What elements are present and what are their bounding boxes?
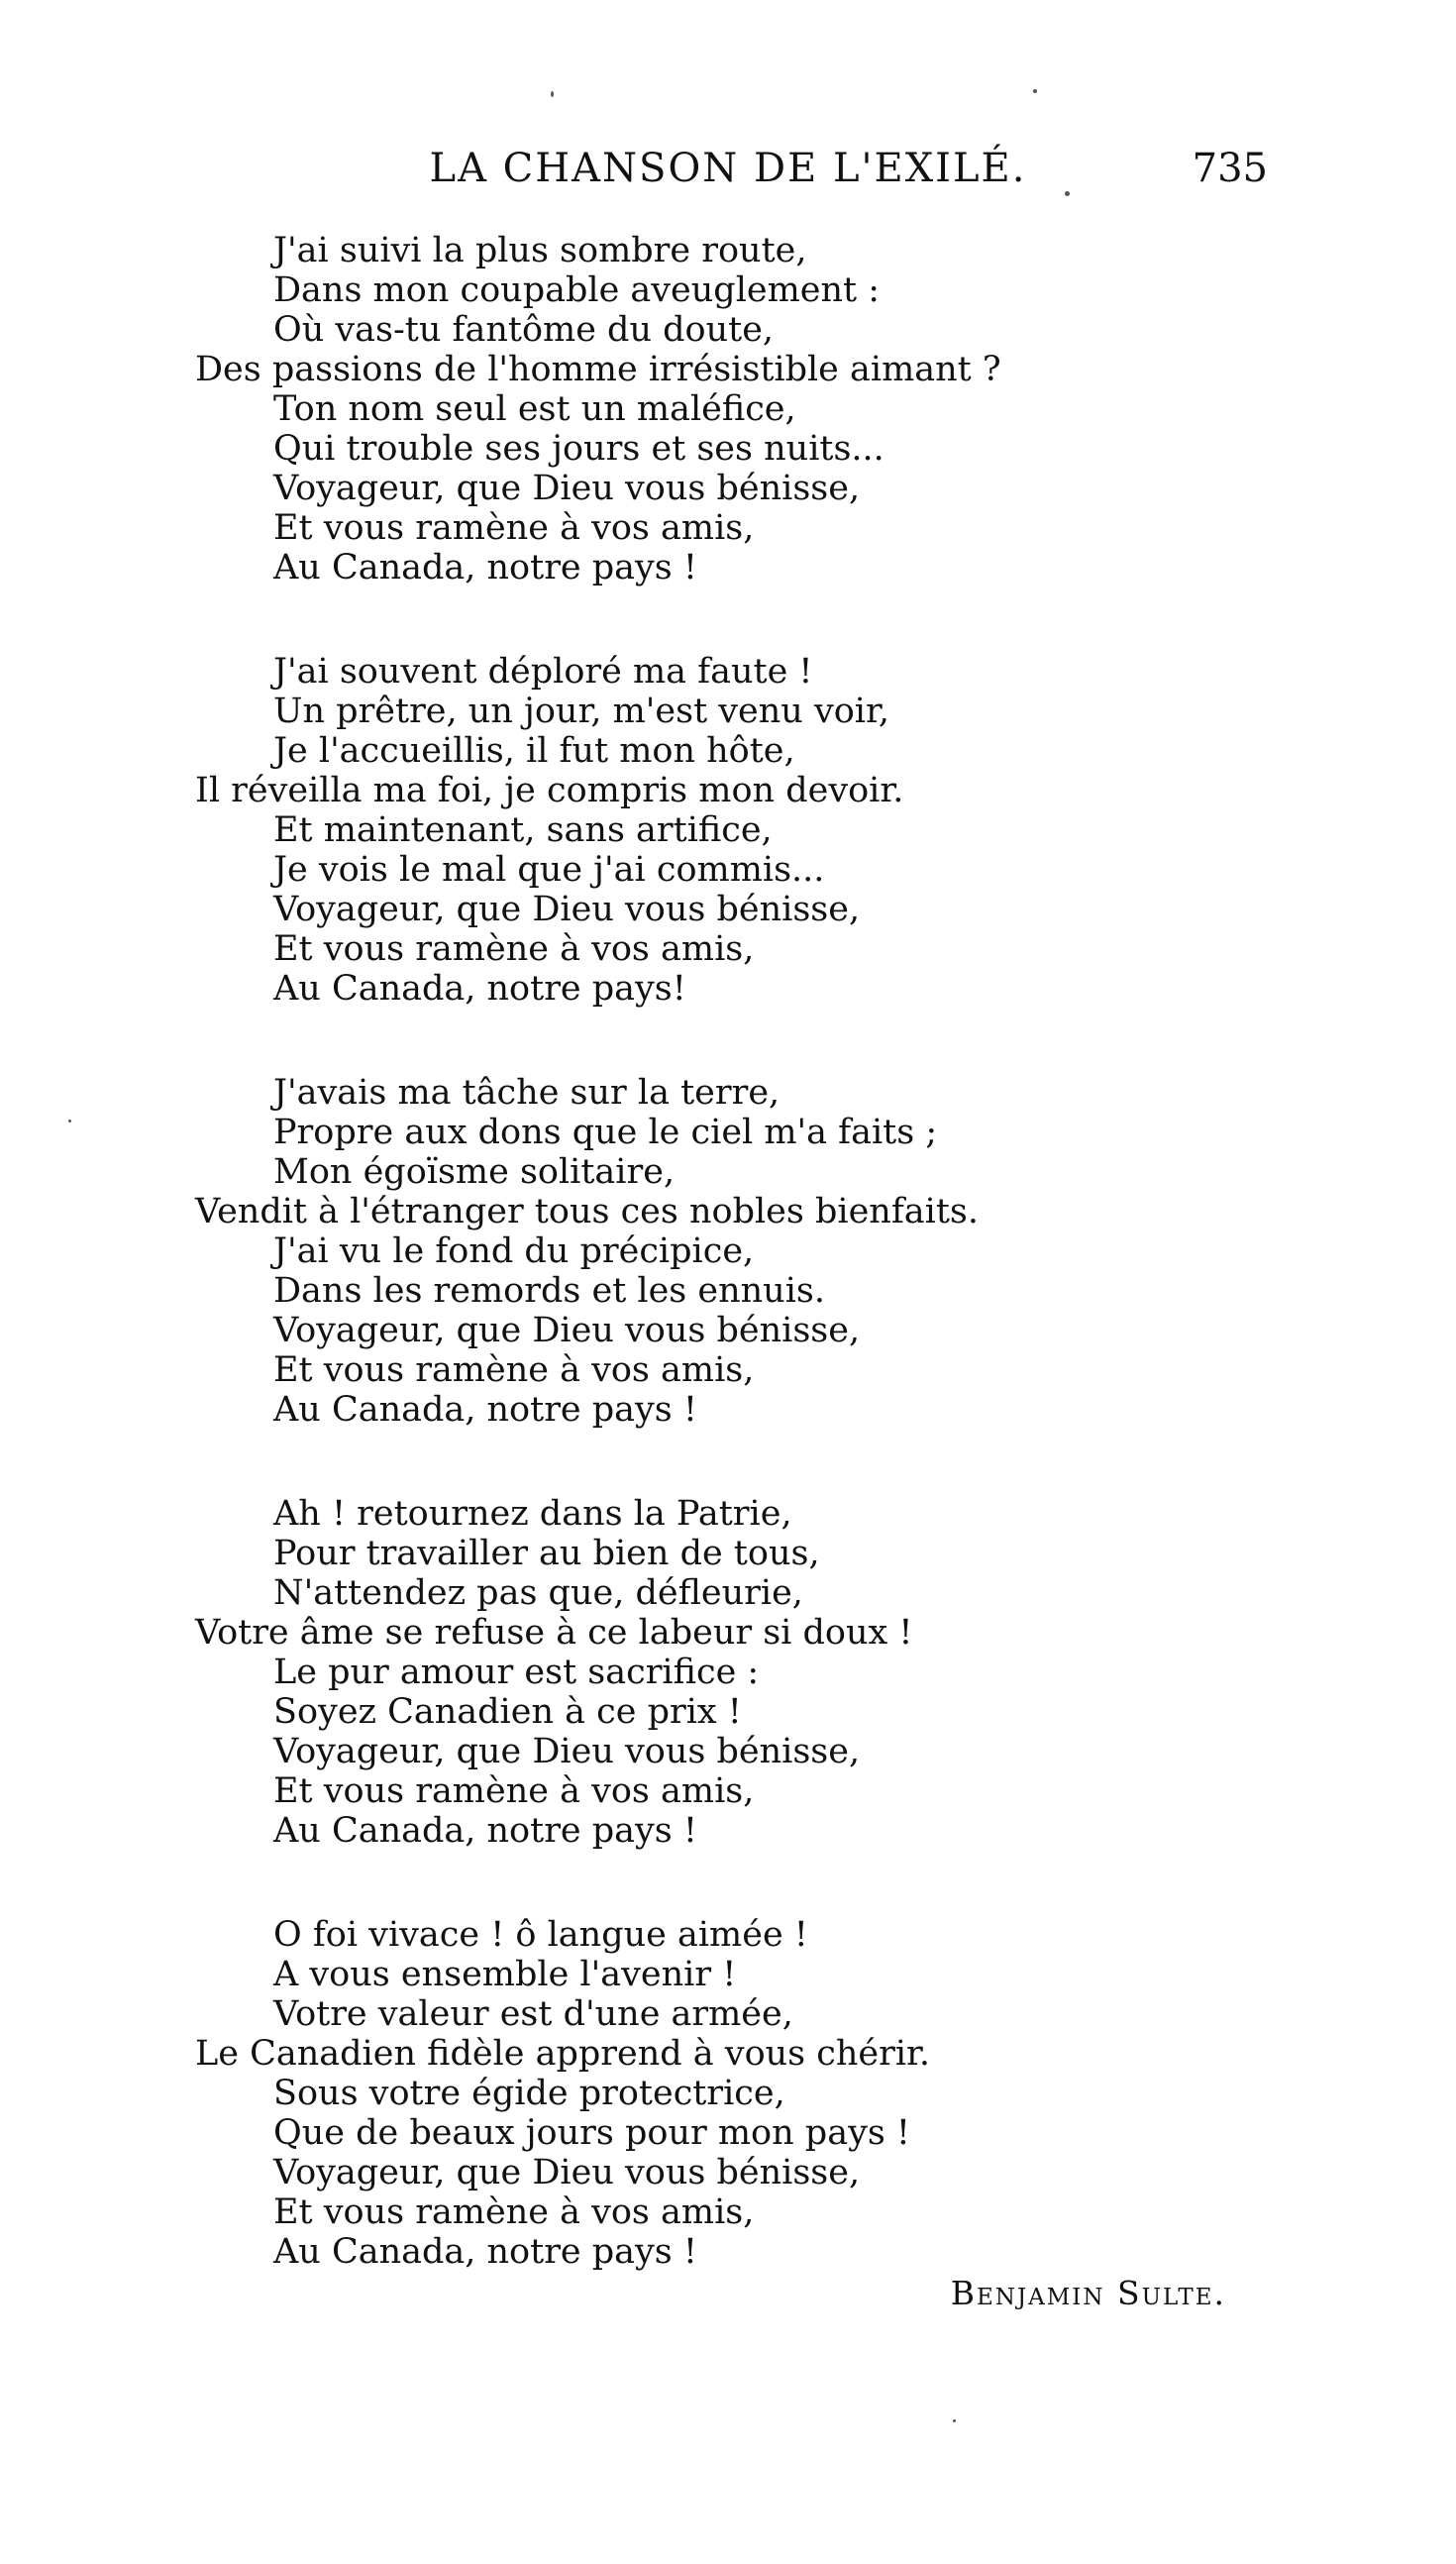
refrain-line: Voyageur, que Dieu vous bénisse, (273, 469, 861, 508)
print-speck (68, 1120, 71, 1122)
poem-line: J'ai suivi la plus sombre route, (273, 231, 807, 270)
refrain-line: Et vous ramène à vos amis, (273, 508, 755, 548)
refrain-line: Voyageur, que Dieu vous bénisse, (273, 1311, 861, 1350)
refrain-line: Au Canada, notre pays! (273, 969, 686, 1009)
poem-line: Un prêtre, un jour, m'est venu voir, (273, 692, 890, 731)
poem-line: Que de beaux jours pour mon pays ! (273, 2113, 910, 2153)
poem (0, 231, 1456, 2336)
poem-line: J'ai souvent déploré ma faute ! (273, 652, 813, 692)
poem-line: Dans les remords et les ennuis. (273, 1271, 825, 1311)
poem-line: Le Canadien fidèle apprend à vous chérir. (195, 2034, 931, 2074)
poem-line: Il réveilla ma foi, je compris mon devoir. (195, 771, 904, 810)
refrain-line: Au Canada, notre pays ! (273, 1811, 697, 1851)
poem-line: Votre âme se refuse à ce labeur si doux ! (195, 1613, 913, 1653)
refrain-line: Au Canada, notre pays ! (273, 1390, 697, 1430)
page-title: LA CHANSON DE L'EXILÉ. (429, 146, 1027, 191)
refrain-line: Au Canada, notre pays ! (273, 548, 697, 588)
stanza-4 (0, 1494, 1456, 1851)
print-speck (1033, 89, 1037, 93)
poem-line: Dans mon coupable aveuglement : (273, 270, 881, 310)
stanza-2 (0, 652, 1456, 1009)
poem-line: Des passions de l'homme irrésistible aimant ? (195, 350, 1001, 389)
refrain-line: Voyageur, que Dieu vous bénisse, (273, 1732, 861, 1771)
poem-line: Qui trouble ses jours et ses nuits... (273, 429, 884, 469)
author-signature: Benjamin Sulte. (950, 2274, 1226, 2312)
refrain-line: Voyageur, que Dieu vous bénisse, (273, 890, 861, 929)
stanza-3 (0, 1073, 1456, 1430)
stanza-1 (0, 231, 1456, 588)
poem-line: Je vois le mal que j'ai commis... (273, 850, 825, 890)
refrain-line: Et vous ramène à vos amis, (273, 1350, 755, 1390)
stanza-5 (0, 1915, 1456, 2272)
poem-line: J'ai vu le fond du précipice, (273, 1231, 755, 1271)
refrain-line: Et vous ramène à vos amis, (273, 2192, 755, 2232)
poem-line: Et maintenant, sans artifice, (273, 810, 773, 850)
print-speck (953, 2419, 956, 2422)
poem-line: Pour travailler au bien de tous, (273, 1534, 820, 1573)
poem-line: Où vas-tu fantôme du doute, (273, 310, 775, 350)
poem-line: J'avais ma tâche sur la terre, (273, 1073, 780, 1113)
poem-line: A vous ensemble l'avenir ! (273, 1955, 737, 1994)
poem-line: Vendit à l'étranger tous ces nobles bienfaits. (195, 1192, 980, 1231)
poem-line: Ton nom seul est un maléfice, (273, 389, 796, 429)
poem-line: Soyez Canadien à ce prix ! (273, 1692, 742, 1732)
print-speck (551, 91, 554, 97)
poem-line: Mon égoïsme solitaire, (273, 1152, 676, 1192)
poem-line: Ah ! retournez dans la Patrie, (273, 1494, 792, 1534)
page-number: 735 (1192, 146, 1268, 191)
poem-line: Je l'accueillis, il fut mon hôte, (273, 731, 795, 771)
poem-line: Propre aux dons que le ciel m'a faits ; (273, 1113, 938, 1152)
refrain-line: Au Canada, notre pays ! (273, 2232, 697, 2272)
print-speck (1065, 191, 1070, 196)
poem-line: O foi vivace ! ô langue aimée ! (273, 1915, 808, 1955)
refrain-line: Et vous ramène à vos amis, (273, 1771, 755, 1811)
poem-line: Votre valeur est d'une armée, (273, 1994, 793, 2034)
poem-line: Le pur amour est sacrifice : (273, 1653, 760, 1692)
poem-line: N'attendez pas que, défleurie, (273, 1573, 803, 1613)
refrain-line: Voyageur, que Dieu vous bénisse, (273, 2153, 861, 2192)
refrain-line: Et vous ramène à vos amis, (273, 929, 755, 969)
poem-line: Sous votre égide protectrice, (273, 2074, 785, 2113)
